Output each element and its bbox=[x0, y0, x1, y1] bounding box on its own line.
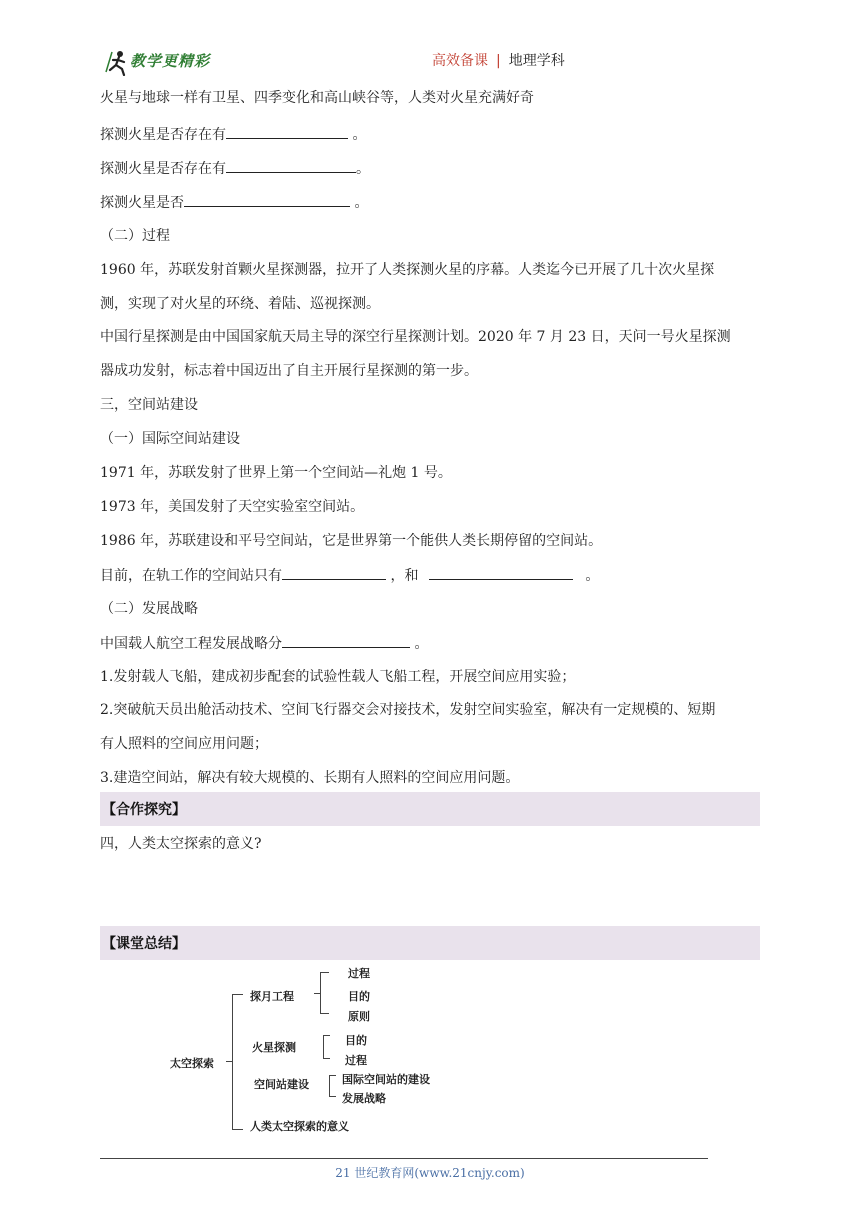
page-footer: 21 世纪教育网(www.21cnjy.com) bbox=[335, 1166, 525, 1180]
line-text: 探测火星是否存在有 bbox=[100, 161, 226, 177]
mindmap-leaf: 发展战略 bbox=[342, 1092, 386, 1105]
mindmap-branch-meaning: 人类太空探索的意义 bbox=[250, 1120, 349, 1133]
text-line: 1973 年，美国发射了天空实验室空间站。 bbox=[100, 499, 365, 515]
runner-logo-icon bbox=[104, 48, 132, 76]
answer-blank[interactable] bbox=[226, 158, 356, 173]
subheading: （二）发展战略 bbox=[100, 601, 198, 617]
answer-blank[interactable] bbox=[226, 124, 348, 139]
line-text: 探测火星是否 bbox=[100, 195, 184, 211]
mindmap-branch-moon: 探月工程 bbox=[250, 990, 294, 1003]
footer-divider bbox=[100, 1158, 708, 1159]
subheading: （二）过程 bbox=[100, 228, 170, 244]
text-line: 有人照料的空间应用问题； bbox=[100, 736, 268, 752]
mindmap-leaf: 国际空间站的建设 bbox=[342, 1073, 430, 1086]
mindmap-root: 太空探索 bbox=[170, 1057, 214, 1070]
header-separator: | bbox=[496, 53, 501, 69]
logo-text: 教学更精彩 bbox=[130, 52, 211, 70]
mindmap-leaf: 目的 bbox=[348, 990, 370, 1003]
mindmap-branch-bracket bbox=[320, 972, 329, 1014]
page-header bbox=[0, 40, 860, 80]
section-title: 【合作探究】 bbox=[102, 802, 186, 818]
text-line: 1.发射载人飞船，建成初步配套的试验性载人飞船工程，开展空间应用实验； bbox=[100, 669, 576, 685]
header-left-label: 高效备课 bbox=[432, 53, 488, 69]
text-line: 3.建造空间站，解决有较大规模的、长期有人照料的空间应用问题。 bbox=[100, 770, 520, 786]
answer-blank[interactable] bbox=[282, 633, 410, 648]
fill-blank-line bbox=[100, 565, 599, 586]
fill-blank-line bbox=[100, 158, 370, 179]
text-line: 1971 年，苏联发射了世界上第一个空间站—礼炮 1 号。 bbox=[100, 465, 452, 481]
answer-blank[interactable] bbox=[282, 565, 386, 580]
text-line: 器成功发射，标志着中国迈出了自主开展行星探测的第一步。 bbox=[100, 363, 478, 379]
mindmap-root-bracket bbox=[232, 994, 243, 1130]
line-text: 。 bbox=[410, 636, 429, 652]
text-line: 测，实现了对火星的环绕、着陆、巡视探测。 bbox=[100, 296, 380, 312]
mindmap-leaf: 目的 bbox=[345, 1034, 367, 1047]
text-line: 1960 年，苏联发射首颗火星探测器，拉开了人类探测火星的序幕。人类迄今已开展了几十次火星探 bbox=[100, 262, 715, 278]
line-text: 。 bbox=[348, 127, 367, 143]
text-line: 中国行星探测是由中国国家航天局主导的深空行星探测计划。2020 年 7 月 23 日，天问一号火星探测 bbox=[100, 329, 731, 345]
section-title: 【课堂总结】 bbox=[102, 936, 186, 952]
answer-blank[interactable] bbox=[184, 192, 350, 207]
answer-blank[interactable] bbox=[429, 565, 573, 580]
mindmap-leaf: 过程 bbox=[345, 1054, 367, 1067]
subheading: （一）国际空间站建设 bbox=[100, 431, 240, 447]
mindmap-branch-mars: 火星探测 bbox=[252, 1041, 296, 1054]
line-text: ，和 bbox=[386, 568, 423, 584]
line-text: 。 bbox=[580, 568, 600, 584]
text-line: 火星与地球一样有卫星、四季变化和高山峡谷等，人类对火星充满好奇 bbox=[100, 90, 534, 106]
line-text: 。 bbox=[356, 161, 370, 177]
mindmap-branch-bracket bbox=[323, 1035, 330, 1059]
line-text: 中国载人航空工程发展战略分 bbox=[100, 636, 282, 652]
section-bar-summary bbox=[100, 926, 760, 960]
mindmap-leaf: 过程 bbox=[348, 967, 370, 980]
mindmap-root-tick bbox=[226, 1061, 232, 1062]
site-logo bbox=[104, 48, 224, 76]
line-text: 探测火星是否存在有 bbox=[100, 127, 226, 143]
header-right-label: 地理学科 bbox=[508, 53, 565, 69]
fill-blank-line bbox=[100, 124, 366, 145]
question-line: 四，人类太空探索的意义? bbox=[100, 836, 262, 852]
mindmap-leaf: 原则 bbox=[348, 1010, 370, 1023]
fill-blank-line bbox=[100, 192, 368, 213]
fill-blank-line bbox=[100, 633, 428, 654]
section-bar-cooperative bbox=[100, 792, 760, 826]
text-line: 2.突破航天员出舱活动技术、空间飞行器交会对接技术，发射空间实验室，解决有一定规模的、短期 bbox=[100, 702, 716, 718]
line-text: 。 bbox=[350, 195, 369, 211]
mindmap-branch-bracket bbox=[329, 1075, 336, 1097]
mindmap-branch-station: 空间站建设 bbox=[254, 1078, 309, 1091]
header-title bbox=[432, 50, 565, 70]
mindmap-branch-tick bbox=[314, 993, 320, 994]
text-line: 1986 年，苏联建设和平号空间站，它是世界第一个能供人类长期停留的空间站。 bbox=[100, 533, 603, 549]
line-text: 目前，在轨工作的空间站只有 bbox=[100, 568, 282, 584]
section-heading: 三，空间站建设 bbox=[100, 397, 198, 413]
